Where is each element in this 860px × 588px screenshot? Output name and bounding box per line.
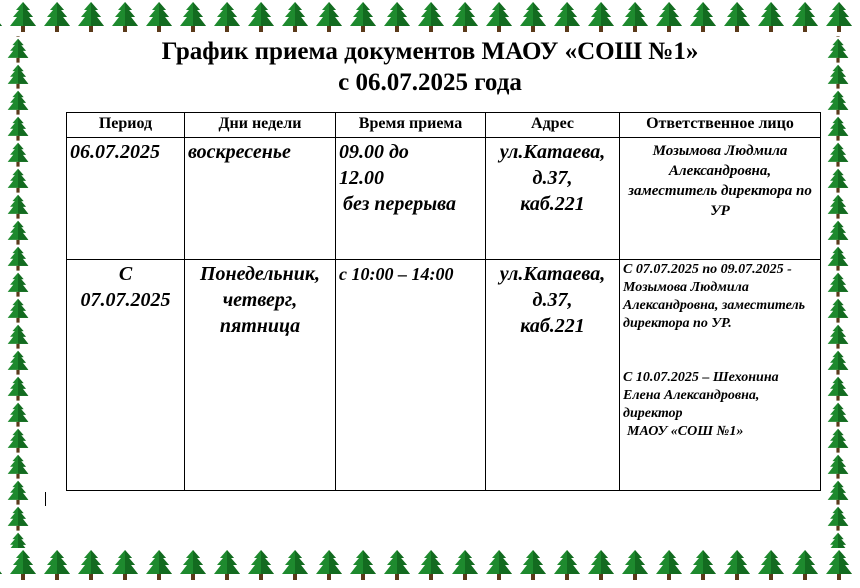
cell-days (185, 260, 336, 491)
responsible-block-2-org: МАОУ «СОШ №1» (627, 424, 744, 439)
document-title (0, 36, 860, 98)
text-cursor (45, 492, 46, 506)
cell-address (486, 260, 620, 491)
fir-tree-icon (0, 36, 36, 548)
days-line-3: пятница (219, 315, 301, 337)
cell-period (67, 138, 185, 260)
header-address: Адрес (486, 113, 620, 138)
header-days: Дни недели (185, 113, 336, 138)
days-line-1: Понедельник, (199, 263, 321, 285)
time-text: с 10:00 – 14:00 (339, 264, 454, 284)
address-line-3: каб.221 (520, 315, 585, 337)
title-line-2: с 06.07.2025 года (338, 69, 522, 96)
cell-time (336, 138, 486, 260)
address-line-2: д.37, (532, 289, 573, 311)
top-tree-border (0, 0, 860, 36)
header-period: Период (67, 113, 185, 138)
cell-period (67, 260, 185, 491)
period-text: 06.07.2025 (70, 141, 160, 163)
time-line-3: без перерыва (343, 193, 456, 215)
address-line-3: каб.221 (520, 193, 585, 215)
address-line-1: ул.Катаева, (499, 263, 606, 285)
responsible-block-2: С 10.07.2025 – Шехонина Елена Александровна, директор (623, 370, 779, 421)
schedule-table (66, 112, 821, 491)
bottom-tree-border (0, 548, 860, 584)
days-line-2: четверг, (222, 289, 298, 311)
left-tree-border (0, 36, 36, 548)
cell-time (336, 260, 486, 491)
cell-address (486, 138, 620, 260)
time-line-2: 12.00 (339, 167, 384, 189)
days-text: воскресенье (188, 141, 291, 163)
right-tree-border (820, 36, 856, 548)
cell-responsible (620, 138, 821, 260)
table-row (67, 138, 821, 260)
address-line-2: д.37, (532, 167, 573, 189)
responsible-text: Мозымова Людмила Александровна, заместитель директора по УР (628, 143, 812, 219)
responsible-block-1: С 07.07.2025 по 09.07.2025 - Мозымова Людмила Александровна, заместитель директора по УР. (623, 262, 806, 331)
fir-tree-icon (0, 548, 860, 584)
table-header-row (67, 113, 821, 138)
period-line-2: 07.07.2025 (80, 289, 171, 311)
title-line-1: График приема документов МАОУ «СОШ №1» (161, 38, 699, 65)
table-row (67, 260, 821, 491)
cell-responsible (620, 260, 821, 491)
header-time: Время приема (336, 113, 486, 138)
time-line-1: 09.00 до (339, 141, 409, 163)
fir-tree-icon (820, 36, 856, 548)
cell-days (185, 138, 336, 260)
header-responsible: Ответственное лицо (620, 113, 821, 138)
period-line-1: С (118, 263, 133, 285)
address-line-1: ул.Катаева, (499, 141, 606, 163)
fir-tree-icon (0, 0, 860, 36)
